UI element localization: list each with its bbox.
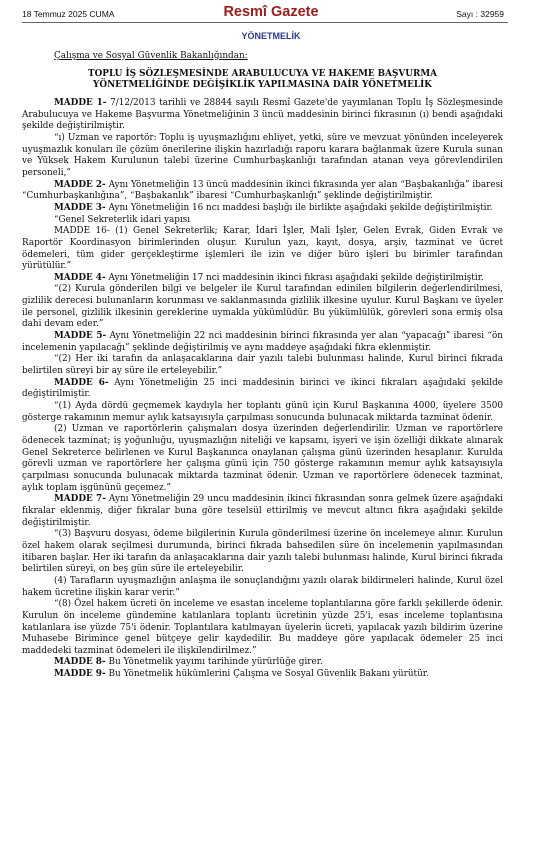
article-number: MADDE 7- xyxy=(54,494,106,505)
paragraph xyxy=(22,273,503,285)
paragraph-text: Bu Yönetmelik yayımı tarihinde yürürlüğe girer. xyxy=(105,657,323,668)
paragraph-text: “(1) Ayda dördü geçmemek kaydıyla her toplantı günü için Kurul Başkanına 4000, üyelere 3500 gösterge rakamının memur aylık katsayısıyla çarpılması sonucunda bulunacak miktarda tazminat ödenir. xyxy=(22,401,503,423)
regulation-title-line: TOPLU İŞ SÖZLEŞMESİNDE ARABULUCUYA VE HAKEME BAŞVURMA xyxy=(88,68,437,79)
paragraph-text: Aynı Yönetmeliğin 17 nci maddesinin ikinci fıkrası aşağıdaki şekilde değiştirilmiştir. xyxy=(105,272,484,283)
paragraph-text: “(3) Başvuru dosyası, ödeme bilgilerinin Kurula gönderilmesi üzerine ön incelemeye alınır. Kurulun özel hakem olarak seçilmesi durumunda, birinci fıkrada bahsedilen süre ön incelemenin yapılmasından itibaren başlar. Her iki tarafın da anlaşacaklarına dair yazılı talebi bulunması halinde, Kurul birinci fıkrada belirtilen süreyi, on beş gün süre ile erteleyebilir. xyxy=(22,529,503,575)
paragraph-text: Aynı Yönetmeliğin 25 inci maddesinin birinci ve ikinci fıkraları aşağıdaki şekilde değiştirilmiştir. xyxy=(22,377,503,400)
article-number: MADDE 1- xyxy=(54,97,107,108)
paragraph-text: Aynı Yönetmeliğin 13 üncü maddesinin ikinci fıkrasında yer alan “Başbakanlığa” ibaresi “Cumhurbaşkanlığına”, “Başbakanlık” ibaresi “Cumhurbaşkanlığı” şeklinde değiştirilmiştir. xyxy=(22,179,503,202)
paragraph xyxy=(22,226,503,273)
article-number: MADDE 4- xyxy=(54,272,106,283)
paragraph xyxy=(22,576,503,599)
article-number: MADDE 6- xyxy=(54,377,109,388)
gazette-title: Resmî Gazete xyxy=(223,4,319,20)
paragraph xyxy=(22,203,503,215)
paragraph xyxy=(22,669,503,681)
paragraph-text: (4) Tarafların uyuşmazlığın anlaşma ile sonuçlandığını yazılı olarak bildirmeleri halinde, Kurul özel hakem ücretine ilişkin karar verir.” xyxy=(22,575,503,598)
issue-number: Sayı : 32959 xyxy=(456,9,504,19)
paragraph xyxy=(22,529,503,576)
paragraph-text: 7/12/2013 tarihli ve 28844 sayılı Resmî Gazete'de yayımlanan Toplu İş Sözleşmesinde Arabulucuya ve Hakeme Başvurma Yönetmeliğinin 3 üncü maddesinin birinci fıkrasının (ı) bendi aşağıdaki şekilde değiştirilmiştir. xyxy=(22,97,503,132)
article-number: MADDE 5- xyxy=(54,331,107,342)
paragraph-text: “(2) Kurula gönderilen bilgi ve belgeler ile Kurul tarafından edinilen bilgilerin değerlendirilmesi, gizlilik derecesi bulunanların korunması ve saklanmasında gizlilik ilkesine uyulur. Kurul Başkanı ve üyeler ile personel, gizlilik ilkesinin gereklerine uymakla yükümlüdür. Bu yükümlülük, görevleri sona ermiş olsa dahi devam eder.” xyxy=(22,284,503,330)
paragraph xyxy=(22,378,503,401)
paragraph-text: “(8) Özel hakem ücreti ön inceleme ve esastan inceleme toplantılarına göre farklı şekillerde ödenir. Kurulun ön inceleme gündemine katılanlara toplantı ücretinin yüzde 25'i, esas inceleme toplantısına katılanlara ise yüzde 75'i ödenir. Toplantılara katılmayan üyelerin ücreti, yapılacak yazılı bildirim üzerine Muhasebe Birimince genel bütçeye gelir kaydedilir. Bu maddeye göre yapılacak ödemeler 25 inci maddedeki tazminat ödemeleri ile ilişkilendirilmez.” xyxy=(22,599,503,656)
paragraph xyxy=(22,180,503,203)
paragraph xyxy=(22,133,503,180)
article-number: MADDE 9- xyxy=(54,669,106,680)
paragraph-text: (2) Uzman ve raportörlerin çalışmaları dosya üzerinden değerlendirilir. Uzman ve raportörlere ödenecek tazminat; iş yoğunluğu, uyuşmazlığın niteliği ve kapsamı, işyeri ve işin özelliği dikkate alınarak Genel Sekreterce belirlenen ve Kurul Başkanınca onaylanan çalışma günü üzerinden hesaplanır. Kurulda görevli uzman ve raportörlere her çalışma günü için 750 gösterge rakamının memur aylık katsayısıyla çarpılması sonucunda bulunacak miktarda tazminat ödenir. Uzman ve raportörlere ödenecek tazminat, aylık toplam işgününü geçemez.” xyxy=(22,424,503,493)
regulation-title xyxy=(22,69,503,92)
paragraph-text: “Genel Sekreterlik idari yapısı xyxy=(54,214,191,225)
paragraph xyxy=(22,98,503,133)
section-title: YÖNETMELİK xyxy=(241,31,301,41)
paragraph xyxy=(22,284,503,331)
header-divider xyxy=(22,22,508,23)
paragraph xyxy=(22,599,503,657)
article-number: MADDE 3- xyxy=(54,202,106,213)
paragraph-text: Aynı Yönetmeliğin 29 uncu maddesinin ikinci fıkrasından sonra gelmek üzere aşağıdaki fıkralar eklenmiş, diğer fıkralar buna göre teselsül ettirilmiş ve mevcut altıncı fıkra aşağıdaki şekilde değiştirilmiştir. xyxy=(22,494,503,528)
paragraph-text: Aynı Yönetmeliğin 16 ncı maddesi başlığı ile birlikte aşağıdaki şekilde değiştirilmiştir. xyxy=(105,202,493,213)
article-number: MADDE 8- xyxy=(54,657,106,668)
paragraph-text: “(2) Her iki tarafın da anlaşacaklarına dair yazılı talebi bulunması halinde, Kurul birinci fıkrada belirtilen süreyi bir ay süre ile erteleyebilir.” xyxy=(22,354,503,377)
paragraph xyxy=(22,354,503,377)
paragraph-text: “ı) Uzman ve raportör: Toplu iş uyuşmazlığını ehliyet, yetki, süre ve mevzuat yönünden inceleyerek uyuşmazlık konuları ile çözüm önerilerine ilişkin hazırladığı raporu karara bağlanmak üzere Kurula sunan ve Yüksek Hakem Kurulunun talebi üzerine Cumhurbaşkanlığı tarafından atanan veya görevlendirilen personeli,” xyxy=(22,132,503,178)
article-number: MADDE 2- xyxy=(54,179,106,190)
issue-date: 18 Temmuz 2025 CUMA xyxy=(22,9,115,19)
paragraph-text: Bu Yönetmelik hükümlerini Çalışma ve Sosyal Güvenlik Bakanı yürütür. xyxy=(105,669,429,680)
paragraph xyxy=(22,494,503,529)
ministry-name: Çalışma ve Sosyal Güvenlik Bakanlığından: xyxy=(54,51,248,61)
document-body xyxy=(22,51,503,681)
paragraph xyxy=(22,424,503,494)
paragraph xyxy=(22,657,503,669)
gazette-header xyxy=(0,0,542,26)
regulation-title-line: YÖNETMELİĞİNDE DEĞİŞİKLİK YAPILMASINA DAİR YÖNETMELİK xyxy=(93,80,432,91)
paragraph xyxy=(22,331,503,354)
paragraph xyxy=(22,401,503,424)
paragraph xyxy=(22,215,503,227)
paragraph-text: Aynı Yönetmeliğin 22 nci maddesinin birinci fıkrasında yer alan “yapacağı” ibaresi “ön incelemenin yapılacağı” şeklinde değiştirilmiş ve aynı maddeye aşağıdaki fıkra eklenmiştir. xyxy=(22,331,503,353)
paragraph-text: MADDE 16- (1) Genel Sekreterlik; Karar, İdari İşler, Mali İşler, Gelen Evrak, Giden Evrak ve Raportör Koordinasyon birimlerinden oluşur. Kurulun yazı, kayıt, dosya, arşiv, tazminat ve ücret ödemeleri, tüm gider gerçekleştirme işlemleri ile izin ve diğer büro işleri bu birimler tarafından yürütülür.” xyxy=(22,226,503,272)
